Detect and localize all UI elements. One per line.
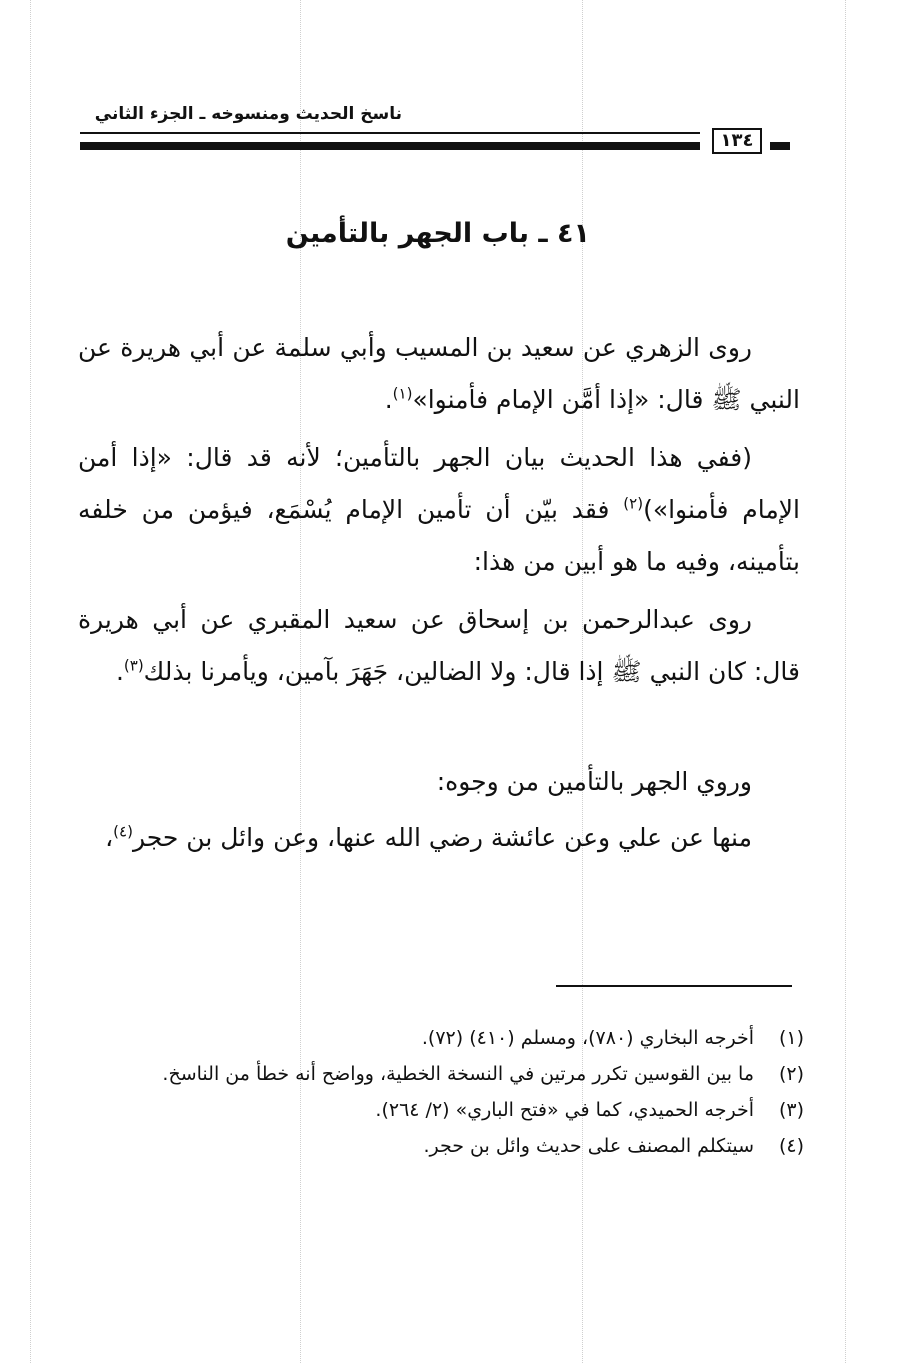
chapter-title: ٤١ ـ باب الجهر بالتأمين [285,218,590,249]
footnote-number: (٤) [778,1135,804,1157]
paragraph [78,594,800,698]
paragraph-text: منها عن علي وعن عائشة رضي الله عنها، وعن وائل بن حجر [132,823,752,852]
paragraph [78,432,800,588]
paragraph-text: (ففي هذا الحديث بيان الجهر بالتأمين؛ لأنه قد قال: «إذا أمن الإمام فأمنوا») [78,443,800,524]
footnote-text: سيتكلم المصنف على حديث وائل بن حجر. [423,1135,754,1157]
footnote-text: ما بين القوسين تكرر مرتين في النسخة الخطية، وواضح أنه خطأ من الناسخ. [162,1063,754,1085]
paragraph-text: روى الزهري عن سعيد بن المسيب وأبي سلمة عن أبي هريرة عن النبي ﷺ قال: «إذا أمَّن الإمام فأمنوا» [78,333,800,414]
paragraph-tail: . [384,385,393,414]
page-number: ١٣٤ [712,128,762,154]
footnote-text: أخرجه البخاري (٧٨٠)، ومسلم (٤١٠) (٧٢). [421,1027,754,1049]
paragraph-tail: فقد بيّن أن تأمين الإمام يُسْمَع، فيؤمن من خلفه بتأمينه، وفيه ما هو أبين من هذا: [78,495,800,576]
paragraph [78,322,800,426]
footnote-separator [556,985,792,987]
paragraph-tail: . [115,657,124,686]
paragraph-tail: ، [105,823,114,852]
running-header-title: ناسخ الحديث ومنسوخه ـ الجزء الثاني [94,104,402,124]
header-rule [80,142,700,150]
footnote-number: (٢) [778,1063,804,1085]
paragraph-text: وروي الجهر بالتأمين من وجوه: [436,767,752,796]
footnote-ref: (١) [392,384,413,403]
paragraph [78,812,800,864]
footnote-number: (١) [778,1027,804,1049]
scan-artifact-line [30,0,31,1363]
footnote [78,1094,804,1126]
scan-artifact-line [845,0,846,1363]
footnotes [78,1022,804,1166]
paragraph [78,756,800,808]
footnote [78,1130,804,1162]
footnote-ref: (٤) [113,822,133,841]
paragraph-text: روى عبدالرحمن بن إسحاق عن سعيد المقبري عن أبي هريرة قال: كان النبي ﷺ إذا قال: ولا الضالين، جَهَرَ بآمين، ويأمرنا بذلك [78,605,800,686]
header-rule [80,132,700,134]
footnote [78,1022,804,1054]
footnote-text: أخرجه الحميدي، كما في «فتح الباري» (٢/ ٢٦٤). [375,1099,754,1121]
footnote-number: (٣) [778,1099,804,1121]
footnote [78,1058,804,1090]
header-rule [770,142,790,150]
footnote-ref: (٢) [623,494,644,513]
footnote-ref: (٣) [123,656,144,675]
